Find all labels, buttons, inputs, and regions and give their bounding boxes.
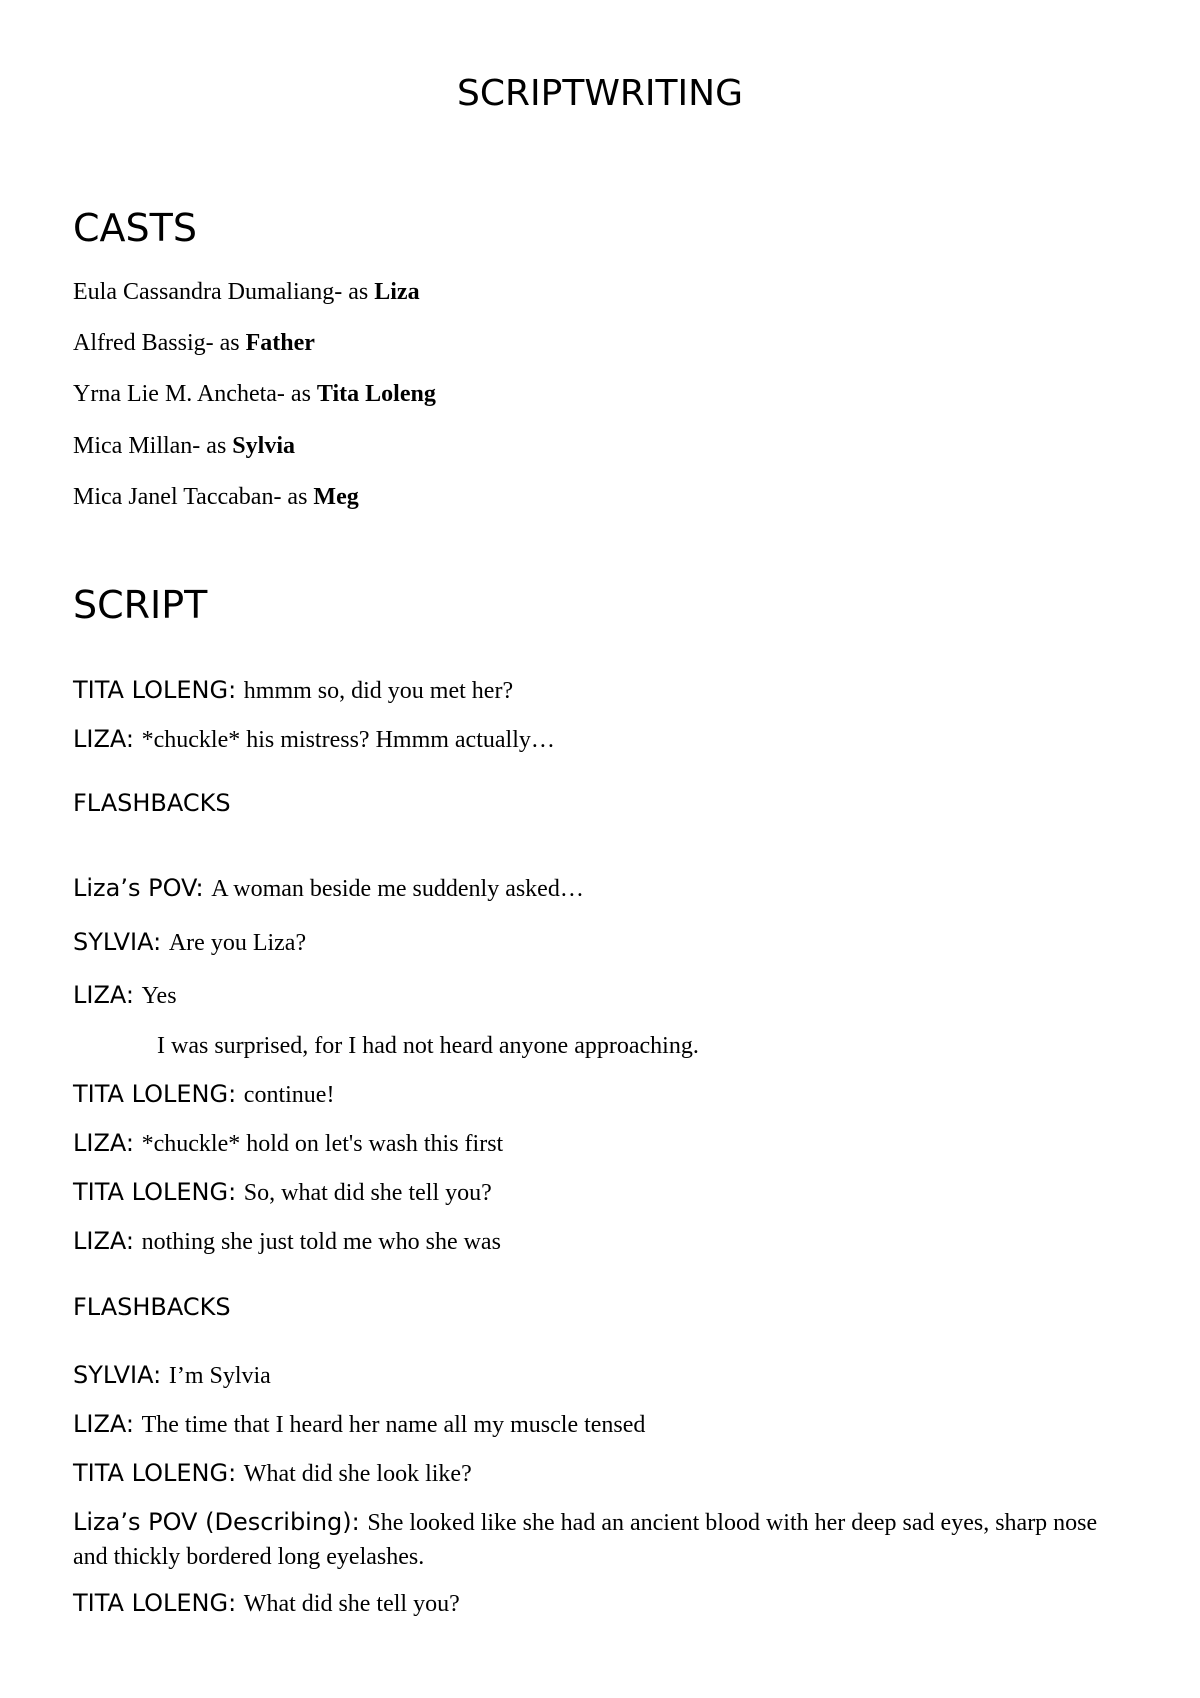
speaker-separator: :: [228, 1589, 244, 1617]
speaker-name: Liza’s POV (Describing): [73, 1508, 352, 1536]
speaker-name: Liza’s POV: [73, 874, 196, 902]
speaker-name: LIZA: [73, 725, 126, 753]
dialog-text: What did she look like?: [243, 1461, 472, 1487]
speaker-name: SYLVIA: [73, 1361, 154, 1389]
speaker-separator: :: [125, 725, 142, 753]
flashback-label: FLASHBACKS: [73, 789, 231, 817]
speaker-separator: :: [153, 1361, 169, 1389]
speaker-separator: :: [125, 1129, 142, 1157]
script-line: [73, 673, 1133, 708]
dialog-text: *chuckle* his mistress? Hmmm actually…: [141, 727, 555, 753]
script-line: [73, 1456, 1133, 1491]
cast-role: Father: [245, 330, 315, 356]
cast-actor: Mica Janel Taccaban- as: [73, 484, 314, 510]
script-line: [73, 978, 1133, 1013]
narration-line: I was surprised, for I had not heard anyone approaching.: [157, 1033, 699, 1059]
dialog-text: So, what did she tell you?: [243, 1180, 492, 1206]
speaker-name: TITA LOLENG: [73, 676, 229, 704]
speaker-separator: :: [228, 676, 244, 704]
cast-role: Sylvia: [232, 433, 295, 459]
dialog-text: Yes: [141, 983, 177, 1009]
speaker-separator: :: [228, 1178, 244, 1206]
dialog-text: continue!: [243, 1082, 335, 1108]
speaker-name: TITA LOLENG: [73, 1589, 229, 1617]
speaker-separator: :: [228, 1080, 244, 1108]
dialog-text: hmmm so, did you met her?: [243, 678, 514, 704]
cast-role: Tita Loleng: [316, 381, 436, 407]
cast-line: [73, 377, 1133, 411]
speaker-name: TITA LOLENG: [73, 1459, 229, 1487]
script-line: [73, 1077, 1133, 1112]
script-heading: SCRIPT: [73, 583, 208, 627]
dialog-text: She looked like she had an ancient blood with her deep sad eyes, sharp nose and thickly bordered long eyelashes.: [73, 1510, 1098, 1570]
speaker-separator: :: [125, 1227, 142, 1255]
casts-heading: CASTS: [73, 206, 197, 250]
script-line: [73, 871, 1133, 906]
speaker-name: SYLVIA: [73, 928, 154, 956]
speaker-separator: :: [195, 874, 212, 902]
cast-line: [73, 326, 1133, 360]
script-line: [73, 1505, 1113, 1574]
document-title: SCRIPTWRITING: [457, 73, 743, 114]
dialog-text: *chuckle* hold on let's wash this first: [141, 1131, 504, 1157]
cast-line: [73, 480, 1133, 514]
dialog-text: I’m Sylvia: [168, 1363, 271, 1389]
script-line: [73, 1224, 1133, 1259]
dialog-text: The time that I heard her name all my muscle tensed: [141, 1412, 646, 1438]
dialog-text: A woman beside me suddenly asked…: [211, 876, 584, 902]
cast-actor: Yrna Lie M. Ancheta- as: [73, 381, 317, 407]
speaker-separator: :: [125, 1410, 142, 1438]
dialog-text: nothing she just told me who she was: [141, 1229, 501, 1255]
cast-actor: Mica Millan- as: [73, 433, 233, 459]
speaker-name: TITA LOLENG: [73, 1178, 229, 1206]
speaker-name: LIZA: [73, 981, 126, 1009]
speaker-separator: :: [125, 981, 142, 1009]
speaker-name: TITA LOLENG: [73, 1080, 229, 1108]
speaker-name: LIZA: [73, 1410, 126, 1438]
cast-line: [73, 429, 1133, 463]
script-line: [73, 1407, 1133, 1442]
dialog-text: Are you Liza?: [168, 930, 307, 956]
cast-actor: Alfred Bassig- as: [73, 330, 246, 356]
script-line: [73, 1586, 1133, 1621]
script-line: [73, 1358, 1133, 1393]
script-line: [73, 1175, 1133, 1210]
speaker-name: LIZA: [73, 1129, 126, 1157]
dialog-text: What did she tell you?: [243, 1591, 460, 1617]
speaker-separator: :: [153, 928, 169, 956]
script-line: [73, 1126, 1133, 1161]
speaker-name: LIZA: [73, 1227, 126, 1255]
script-line: [73, 925, 1133, 960]
flashback-label: FLASHBACKS: [73, 1293, 231, 1321]
speaker-separator: :: [351, 1508, 368, 1536]
cast-role: Meg: [313, 484, 359, 510]
speaker-separator: :: [228, 1459, 244, 1487]
cast-actor: Eula Cassandra Dumaliang- as: [73, 279, 375, 305]
cast-line: [73, 275, 1133, 309]
cast-role: Liza: [374, 279, 420, 305]
script-line: [73, 722, 1133, 757]
